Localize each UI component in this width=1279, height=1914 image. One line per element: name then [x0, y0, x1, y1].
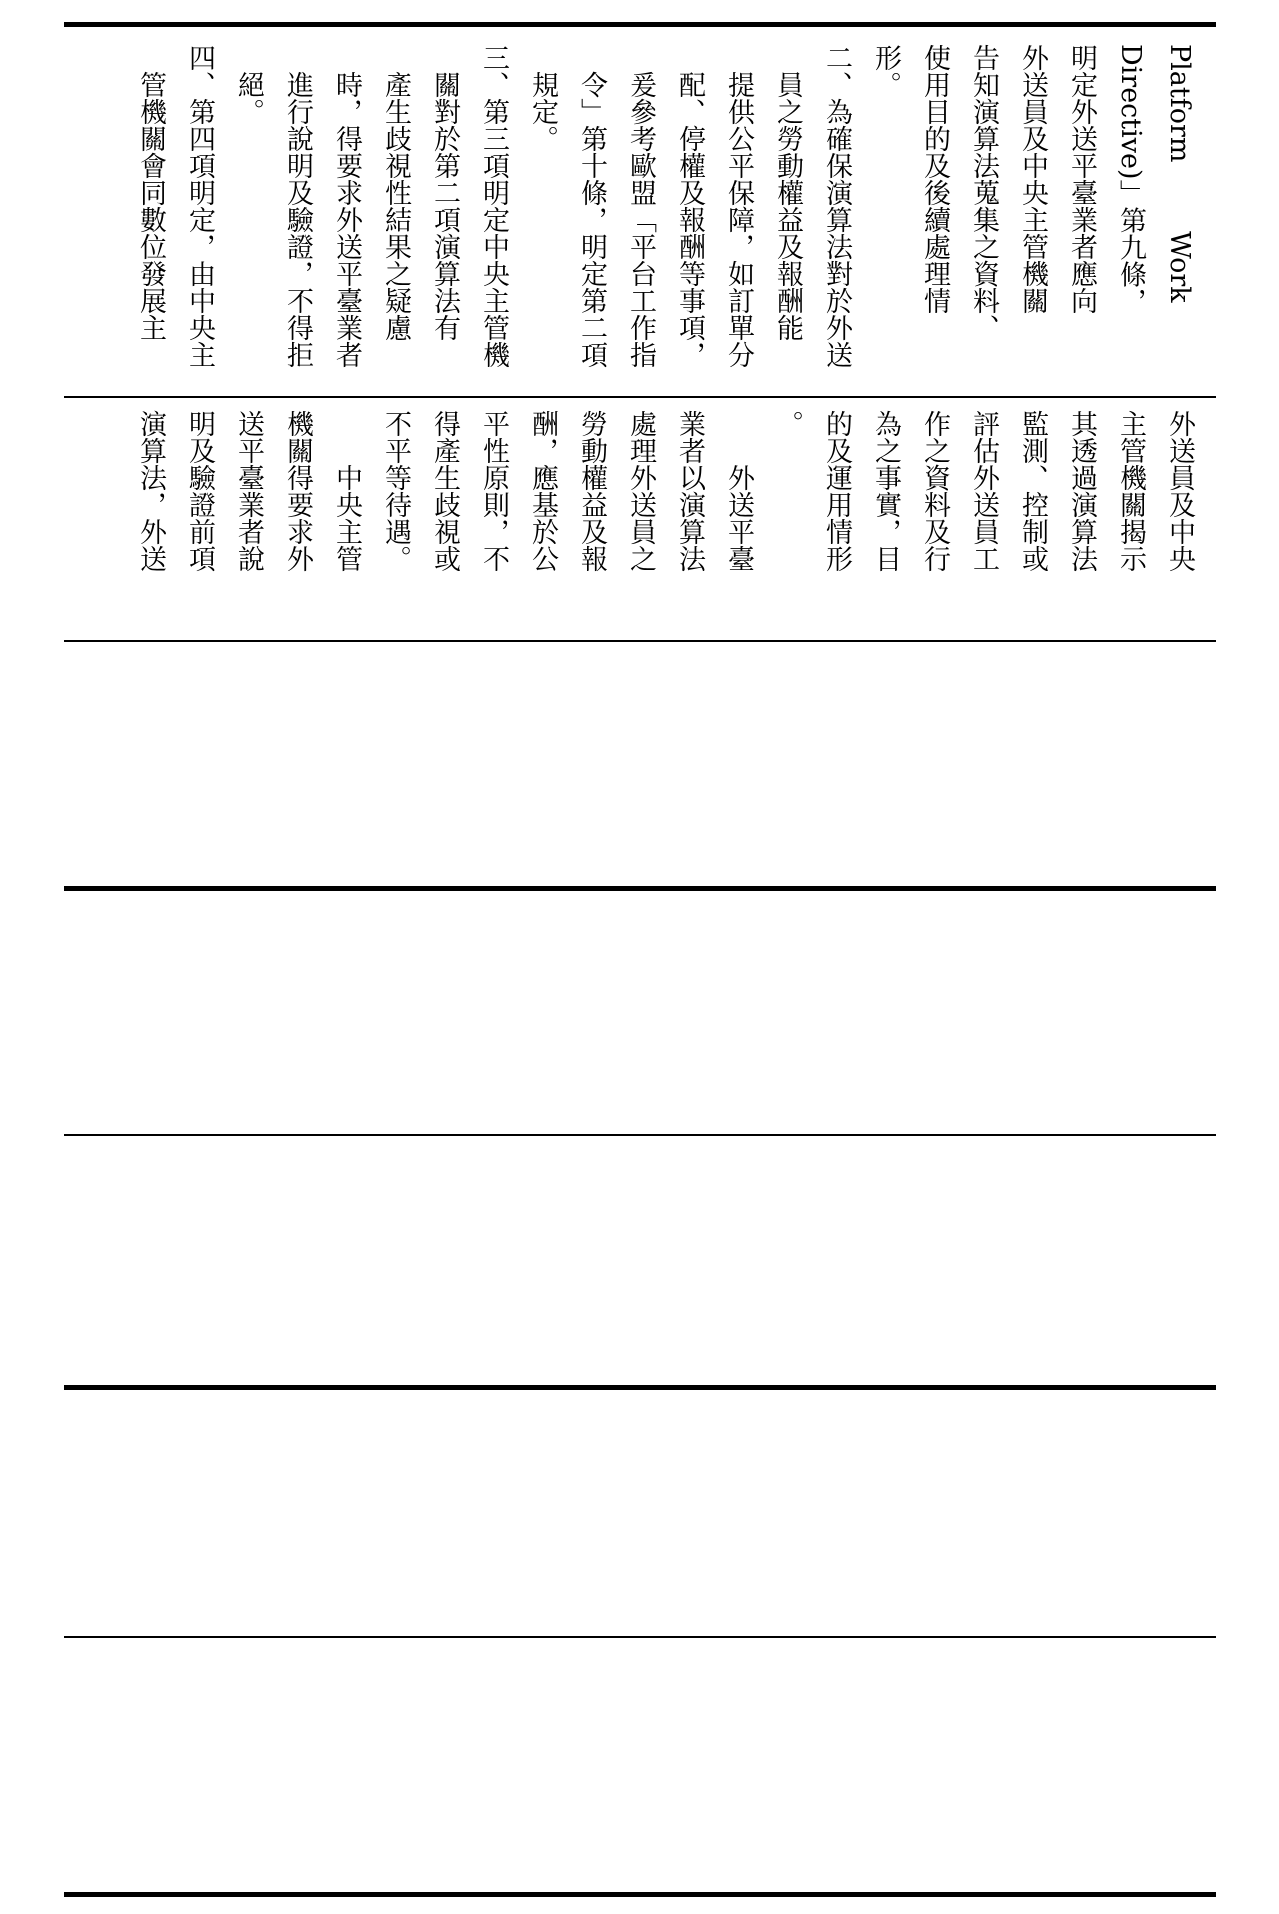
text-line: 三、第三項明定中央主管機 — [478, 44, 509, 368]
text-line: 進行說明及驗證，不得拒 — [282, 71, 313, 368]
text-line: Platform Work — [1164, 44, 1195, 303]
text-line: 監測、控制或 — [1017, 410, 1048, 572]
text-line: 酬，應基於公 — [527, 410, 558, 572]
text-line: 規定。 — [527, 71, 558, 152]
table-row-divider — [64, 1385, 1216, 1390]
text-line: 告知演算法蒐集之資料、 — [968, 44, 999, 341]
explanation-column — [74, 44, 1204, 379]
text-line: 提供公平保障，如訂單分 — [723, 71, 754, 368]
text-line: 的及運用情形 — [821, 410, 852, 572]
text-line: 勞動權益及報 — [576, 410, 607, 572]
table-top-border — [64, 22, 1216, 27]
table-bottom-border — [64, 1892, 1216, 1897]
table-row-divider — [64, 886, 1216, 891]
text-line: 中央主管 — [331, 410, 362, 572]
text-line: 令」第十條，明定第二項 — [576, 71, 607, 368]
text-line: 管機關會同數位發展主 — [135, 71, 166, 341]
text-line: 。 — [772, 410, 803, 437]
text-line: 得產生歧視或 — [429, 410, 460, 572]
text-line: 為之事實，目 — [870, 410, 901, 572]
table-row-divider — [64, 1636, 1216, 1638]
text-line: 機關得要求外 — [282, 410, 313, 572]
table-row-divider — [64, 640, 1216, 642]
text-line: 配、停權及報酬等事項， — [674, 71, 705, 368]
text-line: 送平臺業者說 — [233, 410, 264, 572]
text-line: 產生歧視性結果之疑慮 — [380, 71, 411, 341]
provision-column — [74, 410, 1204, 620]
text-line: 平性原則，不 — [478, 410, 509, 572]
text-line: 外送平臺 — [723, 410, 754, 572]
text-line: 絕。 — [233, 71, 264, 125]
text-line: 四、第四項明定，由中央主 — [184, 44, 215, 368]
table-row-divider — [64, 396, 1216, 398]
text-line: 時，得要求外送平臺業者 — [331, 71, 362, 368]
text-line: 處理外送員之 — [625, 410, 656, 572]
text-line: 形。 — [870, 44, 901, 98]
text-line: 外送員及中央 — [1164, 410, 1195, 572]
text-line: 作之資料及行 — [919, 410, 950, 572]
text-line: 主管機關揭示 — [1115, 410, 1146, 572]
table-row-divider — [64, 1134, 1216, 1136]
text-line: 爰參考歐盟「平台工作指 — [625, 71, 656, 368]
text-line: 二、為確保演算法對於外送 — [821, 44, 852, 368]
text-line: 業者以演算法 — [674, 410, 705, 572]
text-line: 使用目的及後續處理情 — [919, 44, 950, 314]
text-line: 演算法，外送 — [135, 410, 166, 572]
text-line: 其透過演算法 — [1066, 410, 1097, 572]
text-line: 外送員及中央主管機關 — [1017, 44, 1048, 314]
text-line: 不平等待遇。 — [380, 410, 411, 572]
text-line: Directive)」第九條， — [1115, 44, 1146, 315]
text-line: 評估外送員工 — [968, 410, 999, 572]
text-line: 明及驗證前項 — [184, 410, 215, 572]
text-line: 關對於第二項演算法有 — [429, 71, 460, 341]
text-line: 員之勞動權益及報酬能 — [772, 71, 803, 341]
text-line: 明定外送平臺業者應向 — [1066, 44, 1097, 314]
